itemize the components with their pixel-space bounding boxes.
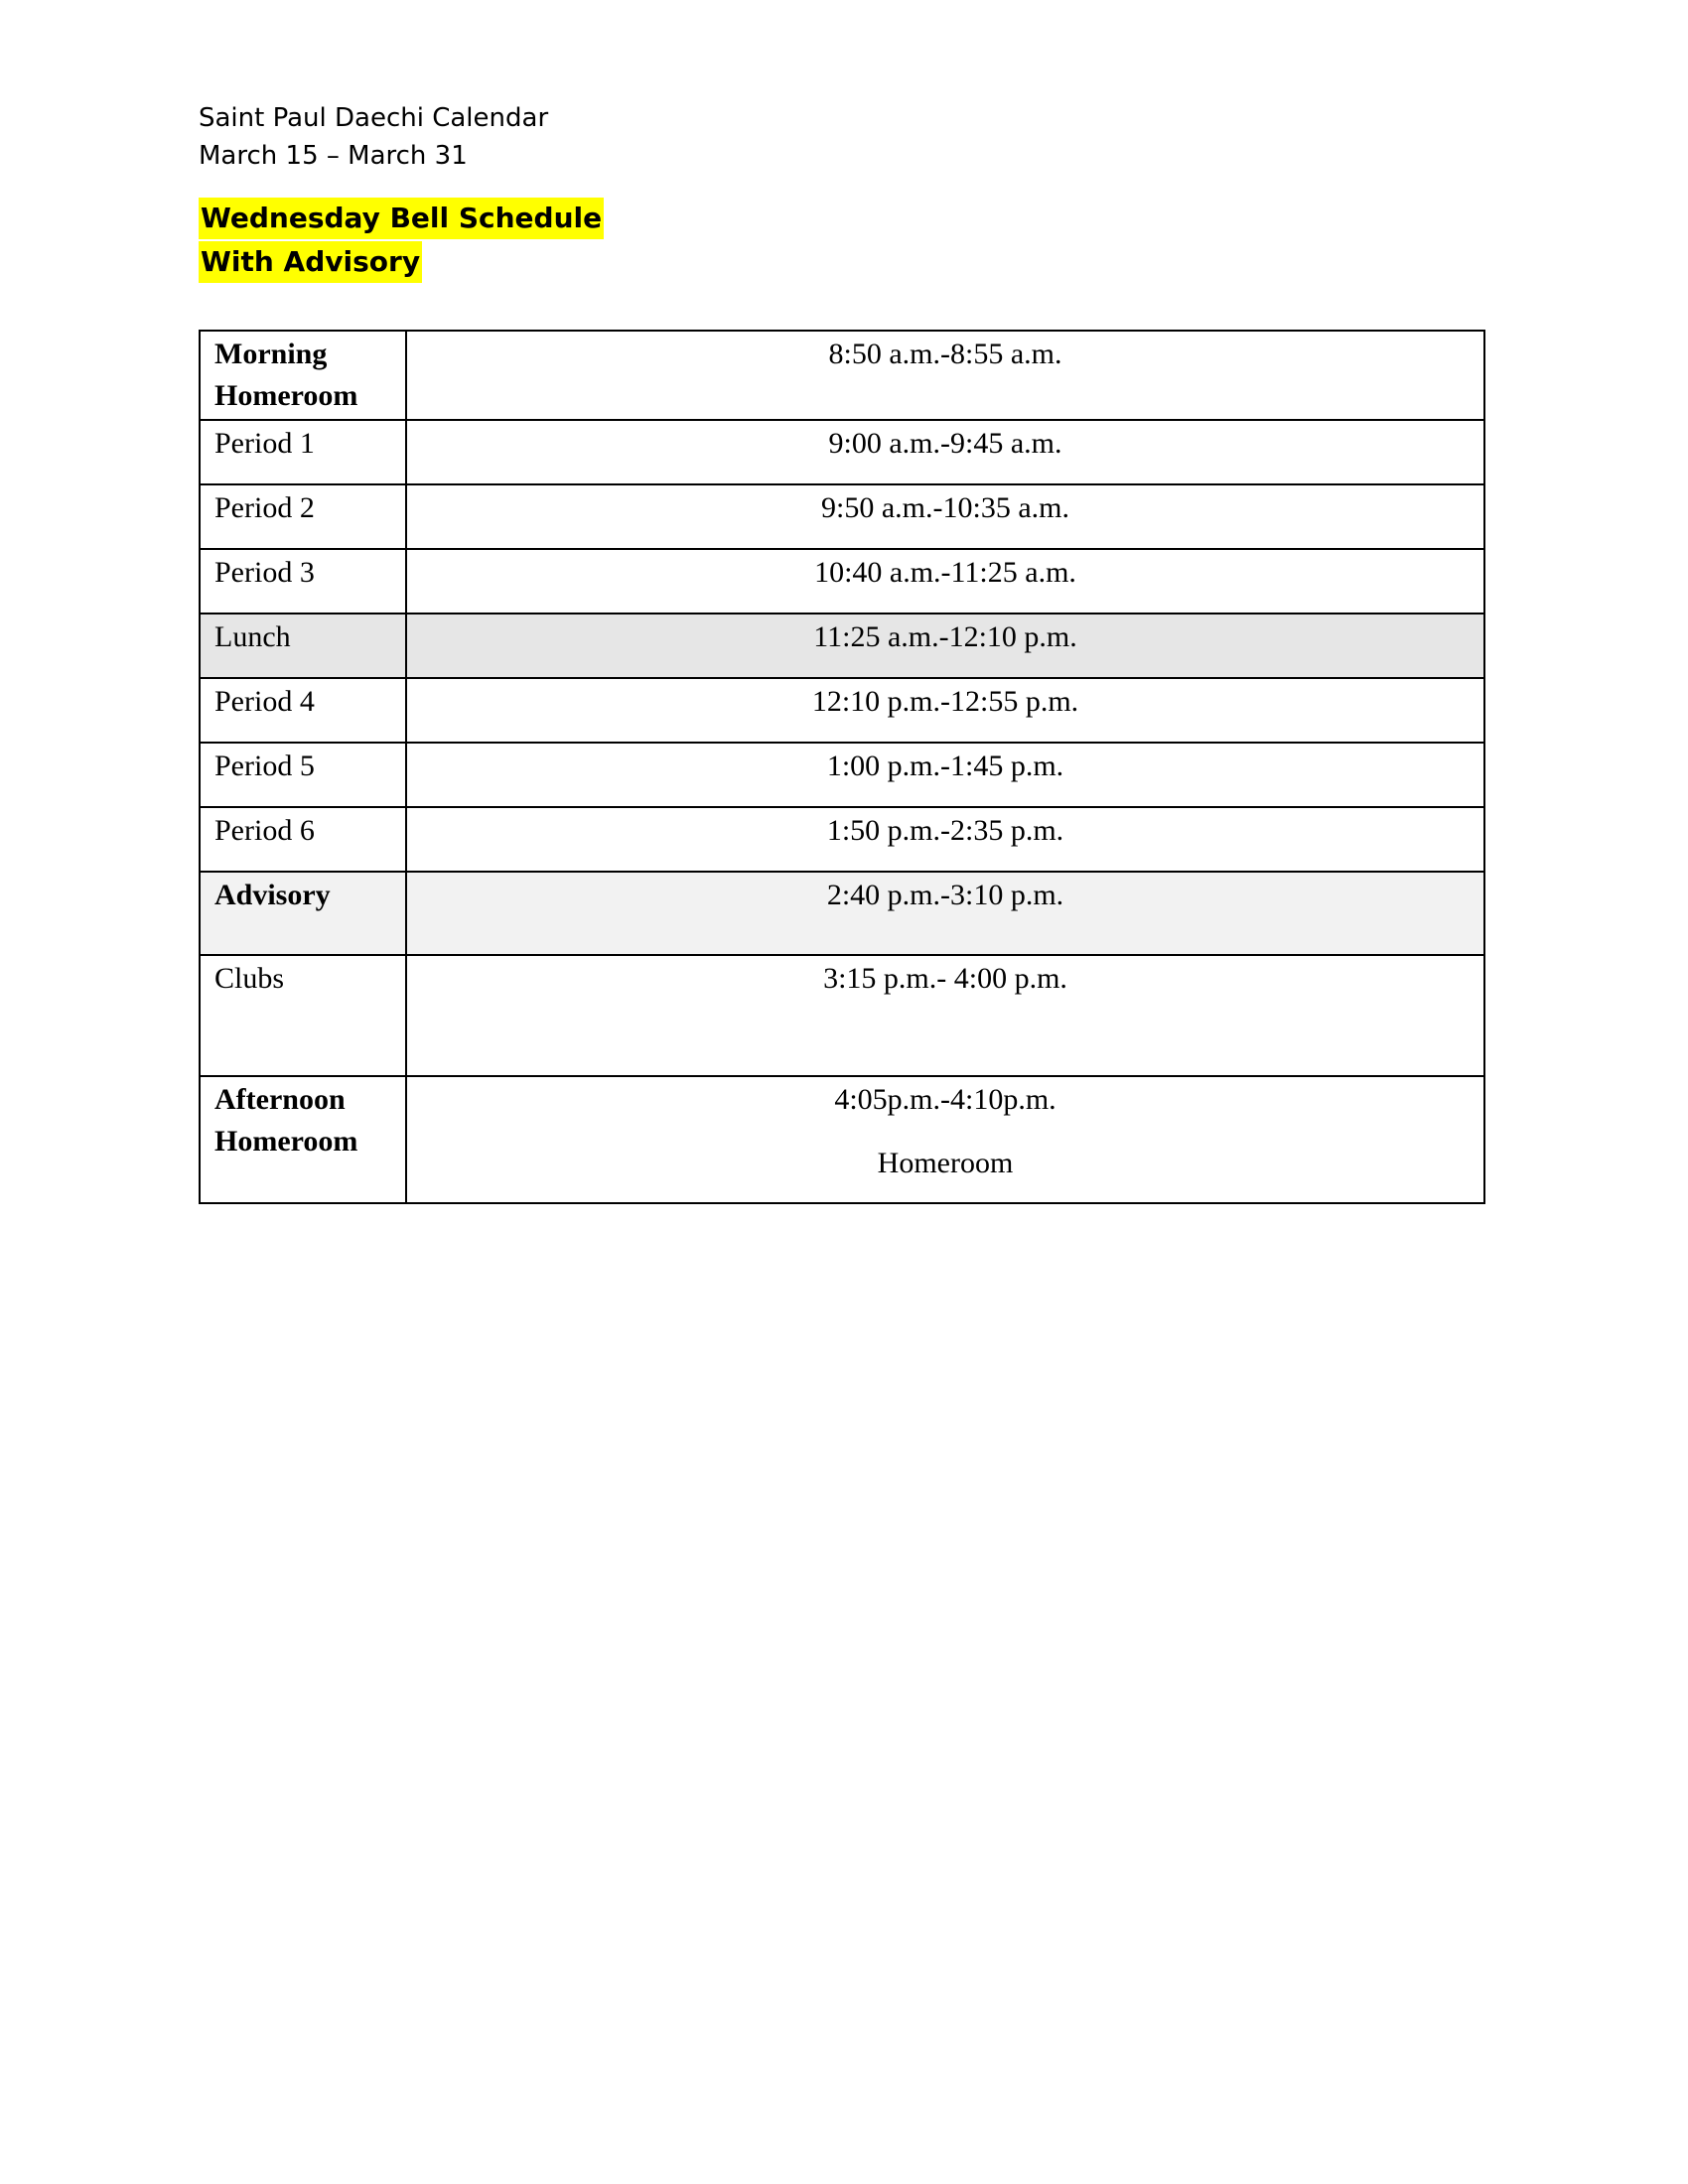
- row-time-lunch: 11:25 a.m.-12:10 p.m.: [406, 614, 1484, 678]
- calendar-title: Saint Paul Daechi Calendar: [199, 103, 549, 133]
- row-time-period-3: 10:40 a.m.-11:25 a.m.: [406, 549, 1484, 614]
- schedule-heading: [199, 197, 604, 284]
- table-row: [200, 1076, 1484, 1203]
- row-time-advisory: 2:40 p.m.-3:10 p.m.: [406, 872, 1484, 955]
- row-label-period-4: Period 4: [200, 678, 406, 743]
- document-header: [199, 99, 548, 175]
- table-row: [200, 331, 1484, 420]
- row-label-period-5: Period 5: [200, 743, 406, 807]
- row-time-clubs: 3:15 p.m.- 4:00 p.m.: [406, 955, 1484, 1076]
- row-time-afternoon-homeroom: [406, 1076, 1484, 1203]
- afternoon-homeroom-time: 4:05p.m.-4:10p.m.: [834, 1083, 1056, 1116]
- table-row: [200, 549, 1484, 614]
- bell-schedule-table: [199, 330, 1485, 1204]
- table-row: [200, 420, 1484, 484]
- row-label-morning-homeroom: Morning Homeroom: [200, 331, 406, 420]
- table-row: [200, 872, 1484, 955]
- table-row: [200, 614, 1484, 678]
- row-label-period-1: Period 1: [200, 420, 406, 484]
- row-label-period-3: Period 3: [200, 549, 406, 614]
- afternoon-homeroom-note: Homeroom: [877, 1147, 1014, 1179]
- table-row: [200, 678, 1484, 743]
- row-time-morning-homeroom: 8:50 a.m.-8:55 a.m.: [406, 331, 1484, 420]
- row-label-advisory: Advisory: [200, 872, 406, 955]
- row-label-afternoon-homeroom: Afternoon Homeroom: [200, 1076, 406, 1203]
- date-range: March 15 – March 31: [199, 141, 468, 171]
- row-label-clubs: Clubs: [200, 955, 406, 1076]
- table-row: [200, 484, 1484, 549]
- table-row: [200, 743, 1484, 807]
- row-label-period-6: Period 6: [200, 807, 406, 872]
- row-label-lunch: Lunch: [200, 614, 406, 678]
- row-time-period-1: 9:00 a.m.-9:45 a.m.: [406, 420, 1484, 484]
- schedule-heading-line-2: With Advisory: [199, 241, 422, 283]
- schedule-heading-line-1: Wednesday Bell Schedule: [199, 198, 604, 239]
- table-row: [200, 807, 1484, 872]
- row-time-period-5: 1:00 p.m.-1:45 p.m.: [406, 743, 1484, 807]
- row-time-period-4: 12:10 p.m.-12:55 p.m.: [406, 678, 1484, 743]
- table-row: [200, 955, 1484, 1076]
- row-time-period-2: 9:50 a.m.-10:35 a.m.: [406, 484, 1484, 549]
- row-label-period-2: Period 2: [200, 484, 406, 549]
- row-time-period-6: 1:50 p.m.-2:35 p.m.: [406, 807, 1484, 872]
